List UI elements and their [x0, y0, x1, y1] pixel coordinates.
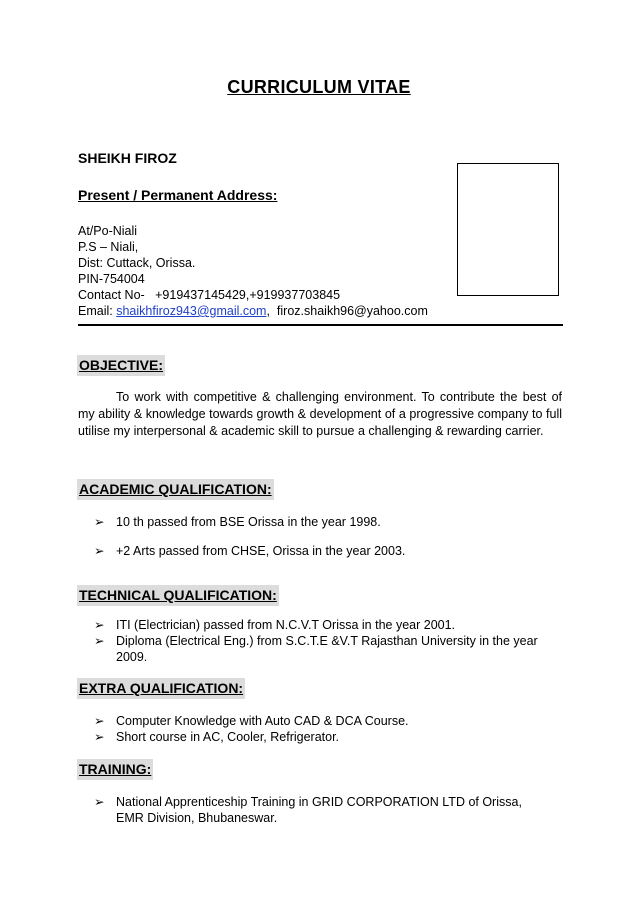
arrow-bullet-icon: ➢	[94, 634, 105, 648]
technical-item-text: Diploma (Electrical Eng.) from S.C.T.E &V.T Rajasthan University in the year 2009.	[116, 634, 538, 664]
objective-text-block	[78, 389, 562, 440]
contact-label: Contact No-	[78, 288, 145, 302]
contact-line	[78, 287, 428, 303]
academic-heading: ACADEMIC QUALIFICATION:	[77, 479, 274, 500]
address-line-4: PIN-754004	[78, 272, 145, 286]
extra-item-text: Computer Knowledge with Auto CAD & DCA Course.	[116, 714, 409, 728]
email-line	[78, 303, 428, 319]
email-secondary: firoz.shaikh96@yahoo.com	[276, 304, 428, 318]
photo-placeholder	[457, 163, 559, 296]
address-line-2: P.S – Niali,	[78, 240, 139, 254]
address-heading: Present / Permanent Address:	[78, 187, 278, 203]
arrow-bullet-icon: ➢	[94, 795, 105, 809]
address-block	[78, 223, 428, 319]
address-line-3: Dist: Cuttack, Orissa.	[78, 256, 196, 270]
arrow-bullet-icon: ➢	[94, 515, 105, 529]
training-item-text: National Apprenticeship Training in GRID CORPORATION LTD of Orissa, EMR Division, Bhubaneswar.	[116, 795, 522, 825]
address-line-1: At/Po-Niali	[78, 224, 138, 238]
academic-item-text: +2 Arts passed from CHSE, Orissa in the year 2003.	[116, 544, 406, 558]
arrow-bullet-icon: ➢	[94, 730, 105, 744]
arrow-bullet-icon: ➢	[94, 544, 105, 558]
candidate-name: SHEIKH FIROZ	[78, 150, 177, 166]
extra-heading: EXTRA QUALIFICATION:	[77, 678, 245, 699]
objective-text: To work with competitive & challenging environment. To contribute the best of my ability & knowledge towards growth & development of a progressive company to full utilise my interpersonal & academic skill to pursue a challenging & rewarding carrier.	[78, 390, 562, 438]
email-primary-link[interactable]: shaikhfiroz943@gmail.com	[116, 304, 267, 318]
contact-value: +919437145429,+919937703845	[155, 288, 341, 302]
document-title: CURRICULUM VITAE	[227, 77, 411, 97]
extra-item-text: Short course in AC, Cooler, Refrigerator.	[116, 730, 340, 744]
email-separator: ,	[266, 304, 270, 318]
technical-heading: TECHNICAL QUALIFICATION:	[77, 585, 279, 606]
objective-heading: OBJECTIVE:	[77, 355, 165, 376]
training-heading: TRAINING:	[77, 759, 153, 780]
technical-item-text: ITI (Electrician) passed from N.C.V.T Orissa in the year 2001.	[116, 618, 456, 632]
header-divider	[78, 324, 563, 326]
academic-item-text: 10 th passed from BSE Orissa in the year 1998.	[116, 515, 381, 529]
arrow-bullet-icon: ➢	[94, 618, 105, 632]
email-label: Email:	[78, 304, 113, 318]
arrow-bullet-icon: ➢	[94, 714, 105, 728]
